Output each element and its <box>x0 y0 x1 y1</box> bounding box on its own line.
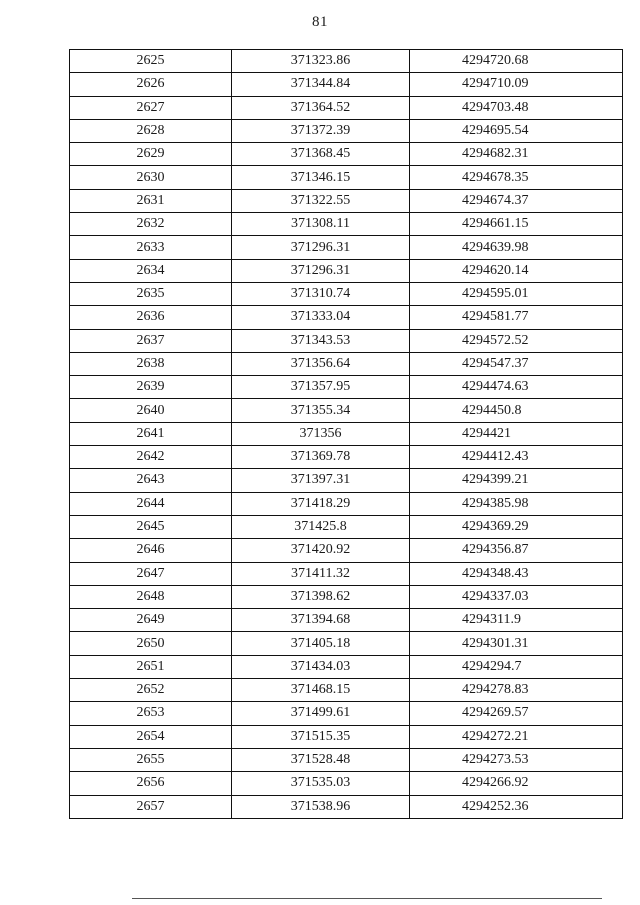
point-number-cell: 2646 <box>70 539 232 562</box>
table-row <box>70 679 623 702</box>
table-row <box>70 446 623 469</box>
table-row <box>70 329 623 352</box>
x-coordinate-cell: 371425.8 <box>232 515 410 538</box>
y-coordinate-cell: 4294547.37 <box>410 352 623 375</box>
table-row <box>70 655 623 678</box>
x-coordinate-cell: 371355.34 <box>232 399 410 422</box>
y-coordinate-cell: 4294278.83 <box>410 679 623 702</box>
table-row <box>70 539 623 562</box>
table-row <box>70 795 623 818</box>
x-coordinate-cell: 371310.74 <box>232 282 410 305</box>
table-row <box>70 632 623 655</box>
x-coordinate-cell: 371420.92 <box>232 539 410 562</box>
y-coordinate-cell: 4294399.21 <box>410 469 623 492</box>
table-row <box>70 725 623 748</box>
x-coordinate-cell: 371346.15 <box>232 166 410 189</box>
point-number-cell: 2643 <box>70 469 232 492</box>
point-number-cell: 2644 <box>70 492 232 515</box>
page-number: 81 <box>312 14 328 30</box>
y-coordinate-cell: 4294674.37 <box>410 189 623 212</box>
coordinates-table-body <box>70 50 623 819</box>
table-row <box>70 492 623 515</box>
point-number-cell: 2636 <box>70 306 232 329</box>
table-row <box>70 213 623 236</box>
x-coordinate-cell: 371394.68 <box>232 609 410 632</box>
point-number-cell: 2654 <box>70 725 232 748</box>
y-coordinate-cell: 4294421 <box>410 422 623 445</box>
point-number-cell: 2647 <box>70 562 232 585</box>
point-number-cell: 2626 <box>70 73 232 96</box>
point-number-cell: 2638 <box>70 352 232 375</box>
coordinates-table <box>69 49 623 819</box>
table-row <box>70 73 623 96</box>
x-coordinate-cell: 371343.53 <box>232 329 410 352</box>
point-number-cell: 2637 <box>70 329 232 352</box>
x-coordinate-cell: 371357.95 <box>232 376 410 399</box>
y-coordinate-cell: 4294356.87 <box>410 539 623 562</box>
table-row <box>70 609 623 632</box>
point-number-cell: 2634 <box>70 259 232 282</box>
y-coordinate-cell: 4294266.92 <box>410 772 623 795</box>
point-number-cell: 2630 <box>70 166 232 189</box>
table-row <box>70 166 623 189</box>
table-row <box>70 422 623 445</box>
point-number-cell: 2635 <box>70 282 232 305</box>
y-coordinate-cell: 4294639.98 <box>410 236 623 259</box>
x-coordinate-cell: 371344.84 <box>232 73 410 96</box>
x-coordinate-cell: 371398.62 <box>232 585 410 608</box>
x-coordinate-cell: 371397.31 <box>232 469 410 492</box>
y-coordinate-cell: 4294720.68 <box>410 50 623 73</box>
x-coordinate-cell: 371538.96 <box>232 795 410 818</box>
y-coordinate-cell: 4294273.53 <box>410 748 623 771</box>
point-number-cell: 2627 <box>70 96 232 119</box>
point-number-cell: 2645 <box>70 515 232 538</box>
y-coordinate-cell: 4294301.31 <box>410 632 623 655</box>
point-number-cell: 2653 <box>70 702 232 725</box>
table-row <box>70 702 623 725</box>
point-number-cell: 2652 <box>70 679 232 702</box>
table-row <box>70 515 623 538</box>
y-coordinate-cell: 4294337.03 <box>410 585 623 608</box>
x-coordinate-cell: 371323.86 <box>232 50 410 73</box>
table-row <box>70 50 623 73</box>
y-coordinate-cell: 4294695.54 <box>410 119 623 142</box>
point-number-cell: 2641 <box>70 422 232 445</box>
table-row <box>70 772 623 795</box>
x-coordinate-cell: 371364.52 <box>232 96 410 119</box>
x-coordinate-cell: 371528.48 <box>232 748 410 771</box>
table-row <box>70 376 623 399</box>
x-coordinate-cell: 371468.15 <box>232 679 410 702</box>
point-number-cell: 2625 <box>70 50 232 73</box>
point-number-cell: 2629 <box>70 143 232 166</box>
point-number-cell: 2640 <box>70 399 232 422</box>
point-number-cell: 2639 <box>70 376 232 399</box>
x-coordinate-cell: 371418.29 <box>232 492 410 515</box>
table-row <box>70 236 623 259</box>
x-coordinate-cell: 371434.03 <box>232 655 410 678</box>
x-coordinate-cell: 371296.31 <box>232 259 410 282</box>
x-coordinate-cell: 371372.39 <box>232 119 410 142</box>
table-row <box>70 352 623 375</box>
table-row <box>70 585 623 608</box>
x-coordinate-cell: 371405.18 <box>232 632 410 655</box>
table-row <box>70 282 623 305</box>
x-coordinate-cell: 371322.55 <box>232 189 410 212</box>
y-coordinate-cell: 4294311.9 <box>410 609 623 632</box>
y-coordinate-cell: 4294595.01 <box>410 282 623 305</box>
table-row <box>70 119 623 142</box>
y-coordinate-cell: 4294703.48 <box>410 96 623 119</box>
y-coordinate-cell: 4294252.36 <box>410 795 623 818</box>
table-row <box>70 306 623 329</box>
point-number-cell: 2649 <box>70 609 232 632</box>
y-coordinate-cell: 4294661.15 <box>410 213 623 236</box>
y-coordinate-cell: 4294450.8 <box>410 399 623 422</box>
table-row <box>70 96 623 119</box>
x-coordinate-cell: 371356 <box>232 422 410 445</box>
table-row <box>70 748 623 771</box>
table-row <box>70 562 623 585</box>
x-coordinate-cell: 371308.11 <box>232 213 410 236</box>
y-coordinate-cell: 4294678.35 <box>410 166 623 189</box>
y-coordinate-cell: 4294710.09 <box>410 73 623 96</box>
bottom-rule <box>132 898 602 899</box>
y-coordinate-cell: 4294412.43 <box>410 446 623 469</box>
point-number-cell: 2631 <box>70 189 232 212</box>
y-coordinate-cell: 4294620.14 <box>410 259 623 282</box>
y-coordinate-cell: 4294294.7 <box>410 655 623 678</box>
point-number-cell: 2628 <box>70 119 232 142</box>
x-coordinate-cell: 371515.35 <box>232 725 410 748</box>
y-coordinate-cell: 4294385.98 <box>410 492 623 515</box>
y-coordinate-cell: 4294269.57 <box>410 702 623 725</box>
x-coordinate-cell: 371368.45 <box>232 143 410 166</box>
point-number-cell: 2642 <box>70 446 232 469</box>
x-coordinate-cell: 371296.31 <box>232 236 410 259</box>
point-number-cell: 2651 <box>70 655 232 678</box>
y-coordinate-cell: 4294572.52 <box>410 329 623 352</box>
x-coordinate-cell: 371356.64 <box>232 352 410 375</box>
point-number-cell: 2633 <box>70 236 232 259</box>
table-row <box>70 189 623 212</box>
y-coordinate-cell: 4294581.77 <box>410 306 623 329</box>
y-coordinate-cell: 4294272.21 <box>410 725 623 748</box>
point-number-cell: 2650 <box>70 632 232 655</box>
point-number-cell: 2632 <box>70 213 232 236</box>
table-row <box>70 469 623 492</box>
y-coordinate-cell: 4294474.63 <box>410 376 623 399</box>
point-number-cell: 2648 <box>70 585 232 608</box>
point-number-cell: 2655 <box>70 748 232 771</box>
y-coordinate-cell: 4294348.43 <box>410 562 623 585</box>
y-coordinate-cell: 4294682.31 <box>410 143 623 166</box>
table-row <box>70 143 623 166</box>
point-number-cell: 2656 <box>70 772 232 795</box>
point-number-cell: 2657 <box>70 795 232 818</box>
table-row <box>70 259 623 282</box>
y-coordinate-cell: 4294369.29 <box>410 515 623 538</box>
x-coordinate-cell: 371369.78 <box>232 446 410 469</box>
x-coordinate-cell: 371333.04 <box>232 306 410 329</box>
x-coordinate-cell: 371535.03 <box>232 772 410 795</box>
x-coordinate-cell: 371499.61 <box>232 702 410 725</box>
x-coordinate-cell: 371411.32 <box>232 562 410 585</box>
table-row <box>70 399 623 422</box>
